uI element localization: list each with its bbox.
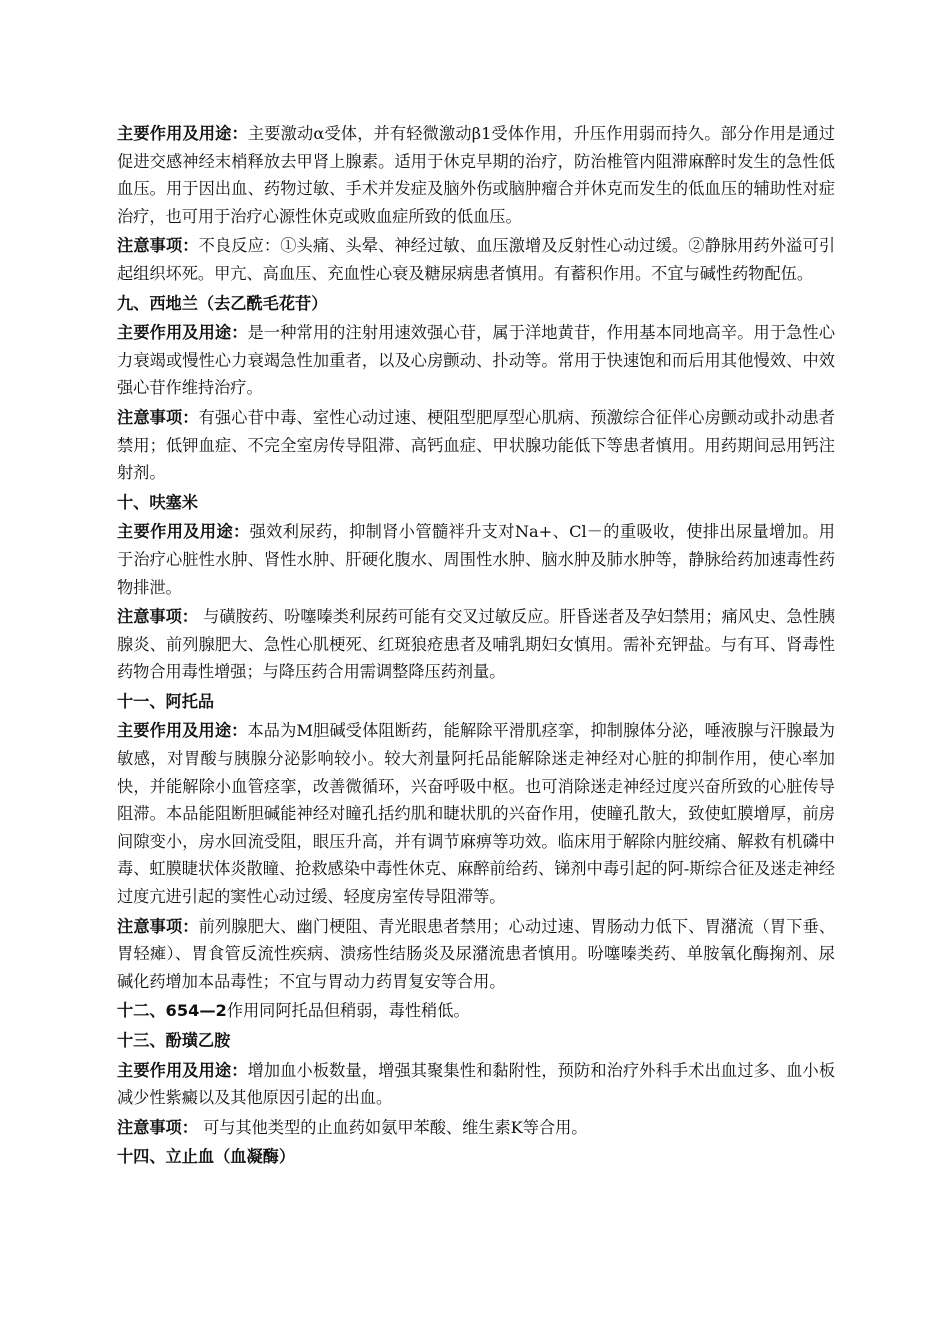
intro-usage-paragraph	[117, 120, 835, 230]
section-usage-paragraph	[117, 717, 835, 910]
section-note-paragraph	[117, 913, 835, 996]
note-label: 注意事项：	[117, 607, 199, 627]
usage-text: 本品为M胆碱受体阻断药，能解除平滑肌痉挛，抑制腺体分泌，唾液腺与汗腺最为敏感，对胃酸与胰腺分泌影响较小。较大剂量阿托品能解除迷走神经对心脏的抑制作用，使心率加快，并能解除小血管痉挛，改善微循环，兴奋呼吸中枢。也可消除迷走神经过度兴奋所致的心脏传导阻滞。本品能阻断胆碱能神经对瞳孔括约肌和睫状肌的兴奋作用，使瞳孔散大，致使虹膜增厚，前房间隙变小，房水回流受阻，眼压升高，并有调节麻痹等功效。临床用于解除内脏绞痛、解救有机磷中毒、虹膜睫状体炎散瞳、抢救感染中毒性休克、麻醉前给药、锑剂中毒引起的阿-斯综合征及迷走神经过度亢进引起的窦性心动过缓、轻度房室传导阻滞等。	[117, 721, 835, 907]
section-heading: 十三、酚璜乙胺	[117, 1031, 231, 1050]
usage-text: 强效利尿药，抑制肾小管髓袢升支对Na+、Cl－的重吸收，使排出尿量增加。用于治疗心脏性水肿、肾性水肿、肝硬化腹水、周围性水肿、脑水肿及肺水肿等，静脉给药加速毒性药物排泄。	[117, 522, 835, 597]
section-heading: 十、呋塞米	[117, 492, 198, 512]
section-note-paragraph	[117, 603, 835, 686]
usage-label: 主要作用及用途：	[117, 522, 250, 542]
note-label: 注意事项：	[117, 916, 199, 936]
document-page	[117, 120, 835, 1173]
section-note-paragraph	[117, 404, 835, 487]
section-heading: 九、西地兰（去乙酰毛花苷）	[117, 293, 328, 313]
usage-label: 主要作用及用途：	[117, 721, 248, 741]
section-heading: 十四、立止血（血凝酶）	[117, 1147, 296, 1167]
section-note-paragraph	[117, 1114, 835, 1142]
usage-label: 主要作用及用途：	[117, 124, 248, 143]
section-inline-text: 作用同阿托品但稍弱，毒性稍低。	[226, 1001, 470, 1021]
section-usage-paragraph	[117, 319, 835, 402]
section-heading: 十一、阿托品	[117, 691, 215, 711]
usage-text: 增加血小板数量，增强其聚集性和黏附性，预防和治疗外科手术出血过多、血小板减少性紫癜以及其他原因引起的出血。	[117, 1060, 836, 1108]
usage-text: 是一种常用的注射用速效强心苷，属于洋地黄苷，作用基本同地高辛。用于急性心力衰竭或慢性心力衰竭急性加重者，以及心房颤动、扑动等。常用于快速饱和而后用其他慢效、中效强心苷作维持治疗。	[117, 323, 836, 398]
usage-label: 主要作用及用途：	[117, 323, 248, 343]
note-text: 前列腺肥大、幽门梗阻、青光眼患者禁用；心动过速、胃肠动力低下、胃潴流（胃下垂、胃轻瘫）、胃食管反流性疾病、溃疡性结肠炎及尿潴流患者慎用。吩噻嗪类药、单胺氧化酶掬剂、尿碱化药增加本品毒性；不宜与胃动力药胃复安等合用。	[117, 916, 836, 991]
note-label: 注意事项：	[117, 1117, 198, 1137]
section-heading-inline	[117, 997, 835, 1025]
intro-note-paragraph	[117, 232, 835, 287]
note-text: 不良反应：①头痛、头晕、神经过敏、血压激增及反射性心动过缓。②静脉用药外溢可引起组织坏死。甲亢、高血压、充血性心衰及糖尿病患者慎用。有蓄积作用。不宜与碱性药物配伍。	[117, 236, 836, 283]
section-usage-paragraph	[117, 518, 835, 601]
note-text: 有强心苷中毒、室性心动过速、梗阻型肥厚型心肌病、预激综合征伴心房颤动或扑动患者禁用；低钾血症、不完全室房传导阻滞、高钙血症、甲状腺功能低下等患者慎用。用药期间忌用钙注射剂。	[117, 407, 836, 483]
section-title: 十二、654—2	[117, 1001, 227, 1021]
section-usage-paragraph	[117, 1057, 835, 1112]
note-text: 可与其他类型的止血药如氨甲苯酸、维生素K等合用。	[197, 1117, 588, 1137]
note-text: 与磺胺药、吩噻嗪类利尿药可能有交叉过敏反应。肝昏迷者及孕妇禁用；痛风史、急性胰腺炎、前列腺肥大、急性心肌梗死、红斑狼疮患者及哺乳期妇女慎用。需补充钾盐。与有耳、肾毒性药物合用毒性增强；与降压药合用需调整降压药剂量。	[117, 607, 835, 682]
usage-label: 主要作用及用途：	[117, 1060, 248, 1080]
note-label: 注意事项：	[117, 407, 199, 427]
usage-text: 主要激动α受体，并有轻微激动β1受体作用，升压作用弱而持久。部分作用是通过促进交感神经末梢释放去甲肾上腺素。适用于休克早期的治疗，防治椎管内阻滞麻醉时发生的急性低血压。用于因出血、药物过敏、手术并发症及脑外伤或脑肿瘤合并休克而发生的低血压的辅助性对症治疗，也可用于治疗心源性休克或败血症所致的低血压。	[117, 124, 835, 226]
note-label: 注意事项：	[117, 236, 199, 256]
